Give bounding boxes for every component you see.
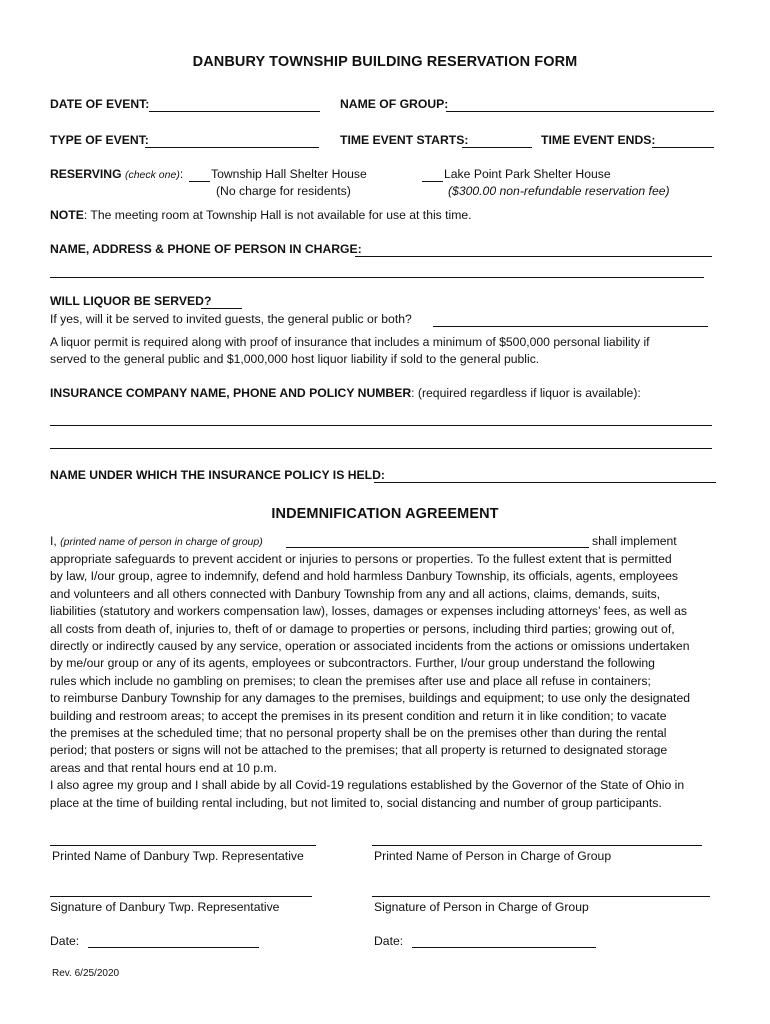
type-of-event-label: TYPE OF EVENT:	[50, 133, 149, 147]
rep-signature-label: Signature of Danbury Twp. Representative	[50, 900, 280, 914]
type-of-event-field[interactable]	[145, 147, 319, 148]
page-title: DANBURY TOWNSHIP BUILDING RESERVATION FORM	[192, 54, 578, 70]
rep-signature-field[interactable]	[50, 896, 312, 897]
agreement-line: areas and that rental hours end at 10 p.m.	[50, 760, 277, 775]
name-of-group-label: NAME OF GROUP:	[340, 97, 449, 111]
liquor-permit-line1: A liquor permit is required along with proof of insurance that includes a minimum of $500,000 personal liability if	[50, 335, 650, 349]
rep-printed-name-field[interactable]	[50, 845, 316, 846]
intro-prefix: I,	[50, 534, 61, 548]
agreement-line: appropriate safeguards to prevent accident or injuries to persons or properties. To the fullest extent that is permitted	[50, 552, 672, 566]
policy-holder-label: NAME UNDER WHICH THE INSURANCE POLICY IS HELD:	[50, 468, 385, 482]
option1-label: Township Hall Shelter House	[211, 167, 367, 181]
revision-label: Rev. 6/25/2020	[52, 968, 120, 979]
person-in-charge-label: NAME, ADDRESS & PHONE OF PERSON IN CHARGE:	[50, 242, 362, 256]
rep-printed-label: Printed Name of Danbury Twp. Representative	[52, 849, 304, 863]
liquor-permit-line2: served to the general public and $1,000,000 host liquor liability if sold to the general public.	[50, 352, 540, 366]
insurance-label: INSURANCE COMPANY NAME, PHONE AND POLICY NUMBER	[50, 386, 412, 400]
date-label-left: Date:	[50, 934, 80, 948]
option1-checkbox[interactable]	[189, 181, 210, 182]
option2-label: Lake Point Park Shelter House	[444, 167, 611, 181]
time-starts-field[interactable]	[462, 147, 532, 148]
date-field-left[interactable]	[88, 947, 259, 948]
person-in-charge-field-line2[interactable]	[50, 277, 704, 278]
date-of-event-label: DATE OF EVENT:	[50, 97, 150, 111]
agreement-line: directly or indirectly caused by any service, operation or associated incidents from the actions or omissions undertaken	[50, 639, 690, 654]
reserving-label: RESERVING	[50, 167, 122, 181]
reserving-hint: (check one)	[124, 169, 180, 181]
agreement-heading: INDEMNIFICATION AGREEMENT	[271, 506, 499, 522]
insurance-row	[50, 386, 641, 400]
liquor-label: WILL LIQUOR BE SERVED?	[50, 294, 212, 308]
liquor-followup-field[interactable]	[433, 326, 708, 327]
agreement-line: by me/our group or any of its agents, employees or subcontractors. Further, I/our group understand the following	[50, 656, 655, 671]
person-signature-field[interactable]	[372, 896, 710, 897]
printed-name-field[interactable]	[286, 547, 589, 548]
agreement-intro	[50, 534, 263, 548]
option2-note: ($300.00 non-refundable reservation fee)	[448, 184, 670, 198]
agreement-line: building and restroom areas; to accept the premises in its present condition and return it in like condition; to vacate	[50, 708, 667, 723]
agreement-line: rules which include no gambling on premises; to clean the premises after use and place all refuse in containers;	[50, 673, 651, 688]
reserving-row: RESERVING (check one):	[50, 167, 184, 181]
intro-hint: (printed name of person in charge of group)	[60, 536, 263, 548]
insurance-field-line1[interactable]	[50, 425, 712, 426]
name-of-group-field[interactable]	[446, 111, 714, 112]
option2-checkbox[interactable]	[422, 181, 443, 182]
note-row	[50, 208, 472, 222]
intro-suffix: shall implement	[592, 534, 677, 548]
policy-holder-field[interactable]	[374, 482, 716, 483]
person-in-charge-field[interactable]	[355, 256, 712, 257]
agreement-line: place at the time of building rental including, but not limited to, social distancing and number of group participants.	[50, 795, 662, 810]
agreement-line: the premises at the scheduled time; that no personal property shall be on the premises other than during the rental	[50, 726, 667, 741]
person-printed-label: Printed Name of Person in Charge of Group	[374, 849, 612, 863]
agreement-line: liabilities (statutory and workers compensation law), losses, damages or expenses including attorneys’ fees, as well as	[50, 604, 687, 619]
liquor-followup: If yes, will it be served to invited guests, the general public or both?	[50, 312, 412, 326]
date-of-event-field[interactable]	[149, 111, 320, 112]
person-signature-label: Signature of Person in Charge of Group	[374, 900, 589, 914]
insurance-note: : (required regardless if liquor is available):	[411, 386, 641, 400]
agreement-line: and volunteers and all others connected with Danbury Township from any and all actions, claims, demands, suits,	[50, 586, 661, 601]
person-printed-name-field[interactable]	[372, 845, 702, 846]
time-ends-field[interactable]	[652, 147, 714, 148]
agreement-line: all costs from death of, injuries to, theft of or damage to properties or persons, including third parties; growing out of,	[50, 621, 675, 636]
date-field-right[interactable]	[412, 947, 596, 948]
note-label: NOTE	[50, 208, 84, 222]
note-text: : The meeting room at Township Hall is not available for use at this time.	[83, 208, 472, 222]
liquor-field[interactable]	[201, 308, 242, 309]
agreement-line: I also agree my group and I shall abide by all Covid-19 regulations established by the Governor of the State of Ohio in	[50, 778, 685, 793]
date-label-right: Date:	[374, 934, 404, 948]
agreement-body	[50, 551, 720, 812]
agreement-line: by law, I/our group, agree to indemnify, defend and hold harmless Danbury Township, its officials, agents, employees	[50, 569, 679, 584]
option1-note: (No charge for residents)	[216, 184, 351, 198]
time-starts-label: TIME EVENT STARTS:	[340, 133, 469, 147]
insurance-field-line2[interactable]	[50, 448, 712, 449]
time-ends-label: TIME EVENT ENDS:	[541, 133, 656, 147]
agreement-line: to reimburse Danbury Township for any damages to the premises, buildings and equipment; to use only the designated	[50, 691, 690, 706]
agreement-line: period; that posters or signs will not be attached to the premises; that all property is returned to designated storage	[50, 743, 668, 758]
